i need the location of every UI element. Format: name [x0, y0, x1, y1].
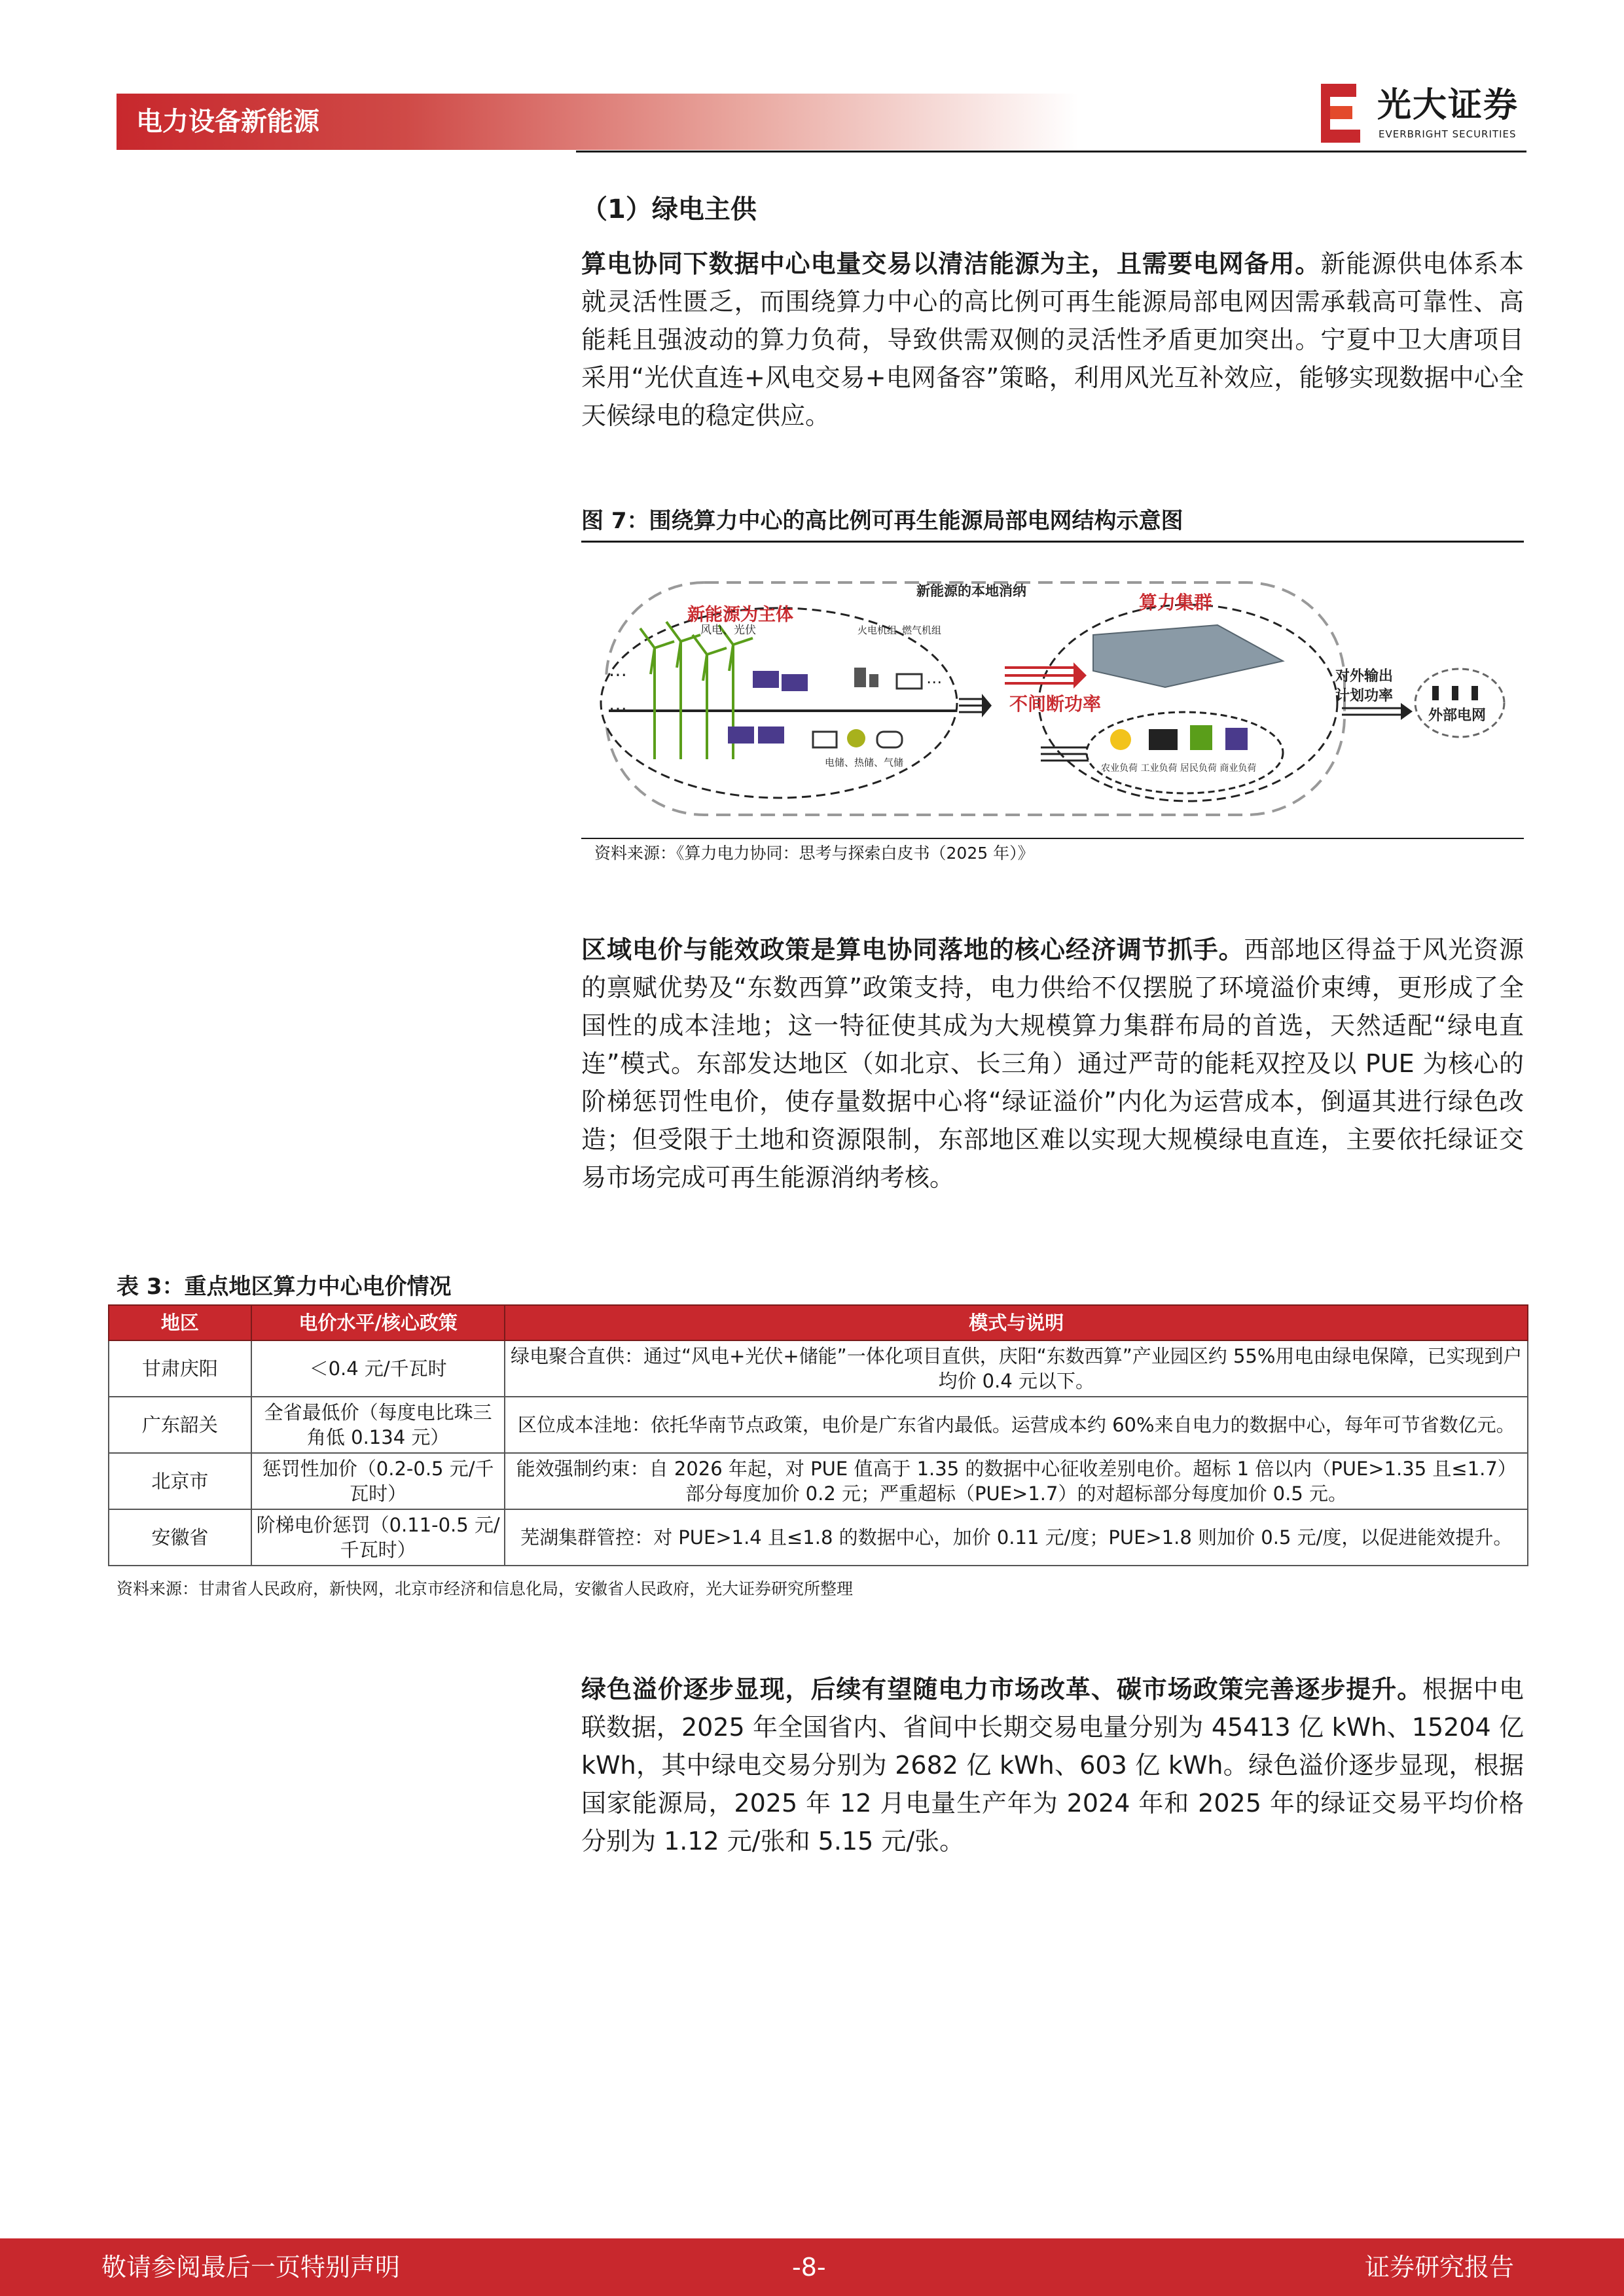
- uninterrupted-power-label: 不间断功率: [1009, 693, 1102, 715]
- svg-text:⋯: ⋯: [609, 698, 627, 719]
- footer-disclaimer: 敬请参阅最后一页特别声明: [101, 2253, 401, 2282]
- table-source: 资料来源：甘肃省人民政府，新快网，北京市经济和信息化局，安徽省人民政府，光大证券研究所整理: [117, 1579, 854, 1598]
- export-label-1: 对外输出: [1335, 668, 1394, 685]
- table-cell-region: 甘肃庆阳: [109, 1340, 251, 1397]
- figure-source: 资料来源：《算力电力协同：思考与探索白皮书（2025 年）》: [594, 844, 1034, 863]
- table-cell-price: 全省最低价（每度电比珠三角低 0.134 元）: [251, 1397, 505, 1453]
- electricity-price-table: [108, 1304, 1528, 1566]
- paragraph-2-body: 西部地区得益于风光资源的禀赋优势及“东数西算”政策支持，电力供给不仅摆脱了环境溢价束缚，更形成了全国性的成本洼地；这一特征使其成为大规模算力集群布局的首选，天然适配“绿电直连”模式。东部发达地区（如北京、长三角）通过严苛的能耗双控及以 PUE 为核心的阶梯惩罚性电价，使存量数据中心将“绿证溢价”内化为运营成本，倒逼其进行绿色改造；但受限于土地和资源限制，东部地区难以实现大规模绿电直连，主要依托绿证交易市场完成可再生能源消纳考核。: [581, 935, 1524, 1192]
- header-rule: [576, 151, 1526, 152]
- paragraph-2: [581, 931, 1524, 1196]
- wind-pv-label: 风电、光伏: [700, 624, 756, 637]
- logo-text: 光大证券: [1377, 86, 1519, 125]
- logo-subtext: EVERBRIGHT SECURITIES: [1379, 128, 1517, 140]
- external-grid-ellipse: [1415, 669, 1504, 737]
- paragraph-3-lead: 绿色溢价逐步显现，后续有望随电力市场改革、碳市场政策完善逐步提升。: [581, 1675, 1423, 1704]
- section-title: 电力设备新能源: [136, 107, 319, 137]
- paragraph-1: [581, 245, 1524, 435]
- agri-load-icon: [1110, 729, 1131, 750]
- paragraph-2-lead: 区域电价与能效政策是算电协同落地的核心经济调节抓手。: [581, 935, 1244, 964]
- table-cell-price: 惩罚性加价（0.2-0.5 元/千瓦时）: [251, 1453, 505, 1509]
- table-row: [109, 1397, 1528, 1453]
- table-cell-region: 广东韶关: [109, 1397, 251, 1453]
- gas-label: 燃气机组: [902, 624, 942, 636]
- table-cell-desc: 芜湖集群管控：对 PUE>1.4 且≤1.8 的数据中心，加价 0.11 元/度；PUE>1.8 则加价 0.5 元/度，以促进能效提升。: [505, 1509, 1528, 1566]
- table-row: [109, 1453, 1528, 1509]
- residential-load-icon: [1190, 725, 1212, 750]
- grid-structure-diagram: [589, 563, 1519, 825]
- main-source-label: 新能源为主体: [687, 605, 793, 625]
- thermal-label: 火电机组: [857, 624, 897, 636]
- local-consumption-label: 新能源的本地消纳: [916, 583, 1026, 599]
- table-cell-desc: 能效强制约束：自 2026 年起，对 PUE 值高于 1.35 的数据中心征收差别电价。超标 1 倍以内（PUE>1.35 且≤1.7）部分每度加价 0.2 元；严重超标（PUE>1.7）的对超标部分每度加价 0.5 元。: [505, 1453, 1528, 1509]
- figure-top-rule: [581, 541, 1524, 543]
- footer-report-type: 证券研究报告: [1365, 2253, 1515, 2282]
- figure-bottom-rule: [581, 838, 1524, 839]
- table-cell-price: 阶梯电价惩罚（0.11-0.5 元/千瓦时）: [251, 1509, 505, 1566]
- external-grid-label: 外部电网: [1428, 708, 1487, 724]
- cluster-label: 算力集群: [1139, 592, 1213, 613]
- table-cell-region: 安徽省: [109, 1509, 251, 1566]
- svg-text:⋯: ⋯: [609, 664, 627, 685]
- commercial-load-icon: [1225, 728, 1248, 750]
- paragraph-3-body: 根据中电联数据，2025 年全国省内、省间中长期交易电量分别为 45413 亿 kWh、15204 亿 kWh，其中绿电交易分别为 2682 亿 kWh、603 亿 kWh。绿色溢价逐步显现，根据国家能源局，2025 年 12 月电量生产年为 2024 年和 2025 年的绿证交易平均价格分别为 1.12 元/张和 5.15 元/张。: [581, 1675, 1524, 1856]
- everbright-logo-icon: [1321, 84, 1360, 143]
- section-heading: （1）绿电主供: [581, 194, 757, 224]
- table-cell-desc: 绿电聚合直供：通过“风电+光伏+储能”一体化项目直供，庆阳“东数西算”产业园区约 55%用电由绿电保障，已实现到户均价 0.4 元以下。: [505, 1340, 1528, 1397]
- table-row: [109, 1509, 1528, 1566]
- export-label-2: 计划功率: [1335, 688, 1394, 704]
- industry-load-icon: [1149, 729, 1178, 750]
- page-number: -8-: [792, 2253, 826, 2282]
- table-header-cell: 地区: [109, 1305, 251, 1340]
- paragraph-1-body: 新能源供电体系本就灵活性匮乏，而围绕算力中心的高比例可再生能源局部电网因需承载高可靠性、高能耗且强波动的算力负荷，导致供需双侧的灵活性矛盾更加突出。宁夏中卫大唐项目采用“光伏直连+风电交易+电网备容”策略，利用风光互补效应，能够实现数据中心全天候绿电的稳定供应。: [581, 249, 1524, 430]
- table-header-cell: 模式与说明: [505, 1305, 1528, 1340]
- table-row: [109, 1340, 1528, 1397]
- table-cell-region: 北京市: [109, 1453, 251, 1509]
- table-header-cell: 电价水平/核心政策: [251, 1305, 505, 1340]
- table-caption: 表 3：重点地区算力中心电价情况: [117, 1274, 452, 1300]
- paragraph-3: [581, 1670, 1524, 1860]
- paragraph-1-lead: 算电协同下数据中心电量交易以清洁能源为主，且需要电网备用。: [581, 249, 1321, 278]
- svg-text:⋯: ⋯: [926, 673, 942, 691]
- loads-label: 农业负荷 工业负荷 居民负荷 商业负荷: [1101, 763, 1257, 774]
- figure-caption: 图 7：围绕算力中心的高比例可再生能源局部电网结构示意图: [581, 508, 1183, 534]
- storage-label: 电储、热储、气储: [825, 757, 904, 768]
- table-header-row: [109, 1305, 1528, 1340]
- table-cell-price: ＜0.4 元/千瓦时: [251, 1340, 505, 1397]
- table-cell-desc: 区位成本洼地：依托华南节点政策，电价是广东省内最低。运营成本约 60%来自电力的数据中心，每年可节省数亿元。: [505, 1397, 1528, 1453]
